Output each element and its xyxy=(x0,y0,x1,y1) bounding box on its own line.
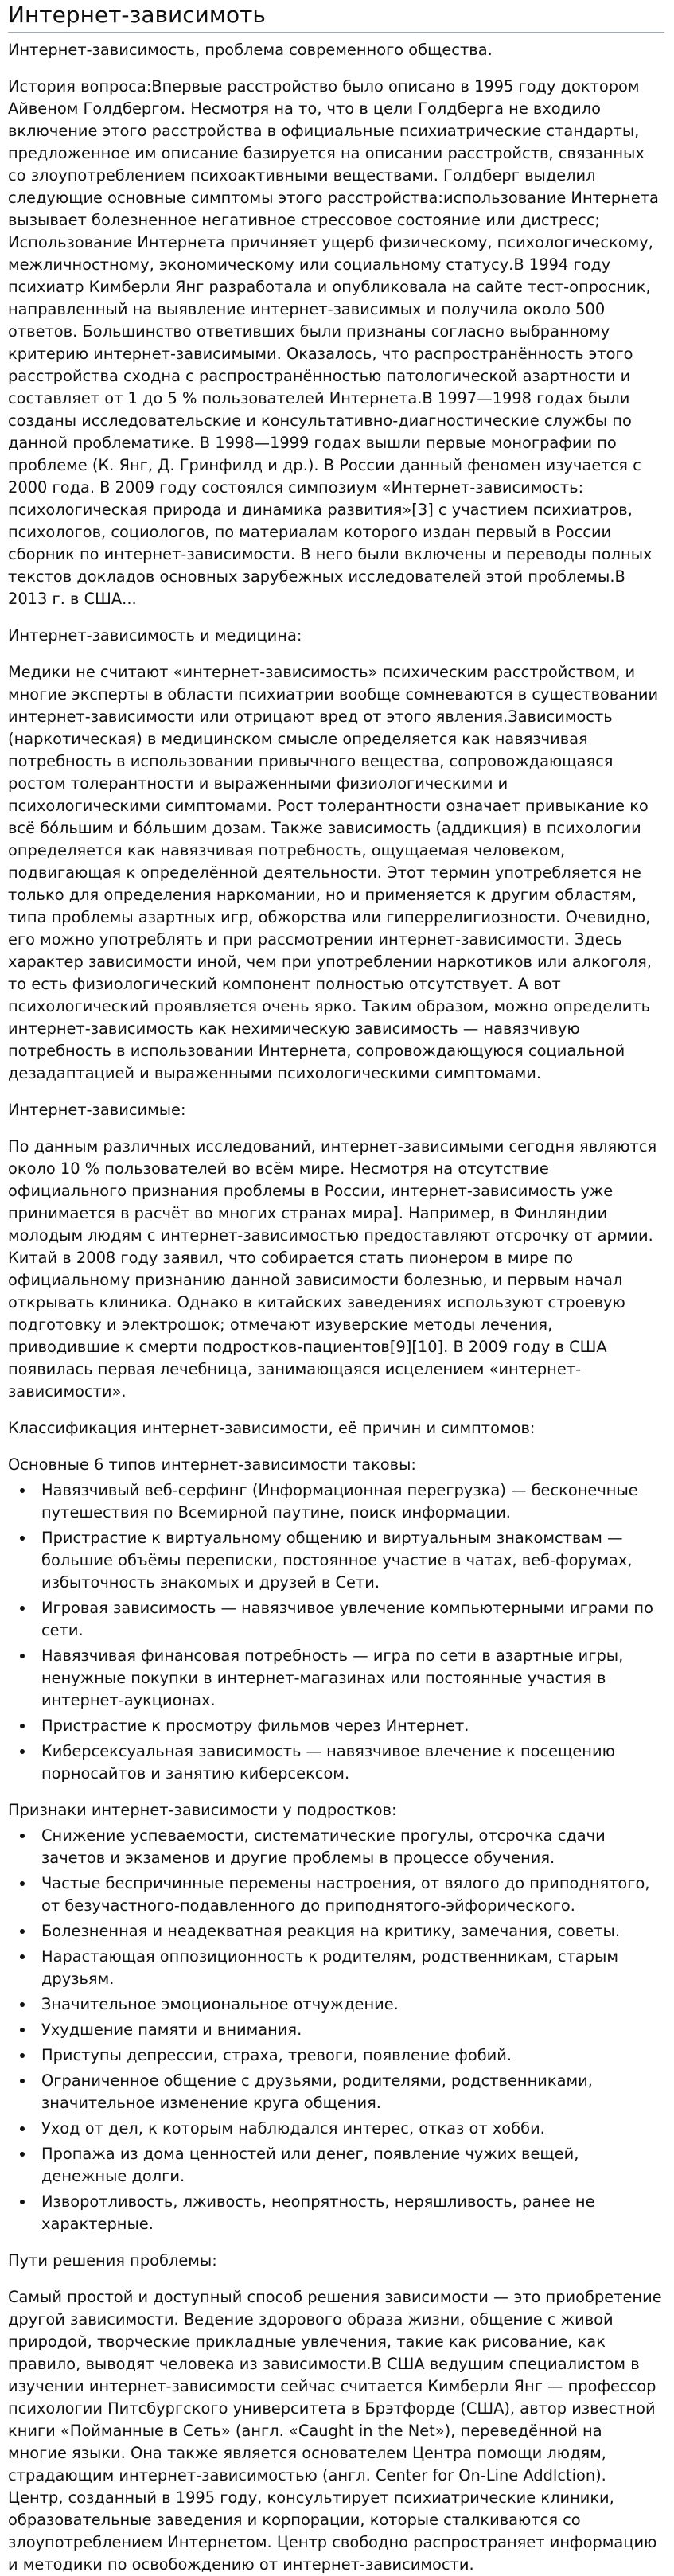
medicine-heading: Интернет-зависимость и медицина: xyxy=(8,626,302,645)
list-item: • Нарастающая оппозиционность к родителям, родственникам, старым друзьям. xyxy=(35,1946,664,1990)
list-item: • Навязчивый веб-серфинг (Информационная перегрузка) — бесконечные путешествия по Всемирной паутине, поиск информации. xyxy=(35,1479,664,1524)
solutions-heading: Пути решения проблемы: xyxy=(8,2251,217,2270)
list-item: • Частые беспричинные перемены настроения, от вялого до приподнятого, от безучастного-подавленного до приподнятого-эйфорического. xyxy=(35,1873,664,1917)
solutions-paragraph: Самый простой и доступный способ решения зависимости — это приобретение другой зависимости. Ведение здорового образа жизни, общение с живой природой, творческие прикладные увлечения, такие как рисование, как правило, выводят человека из зависимости.В США ведущим специалистом в изучении интернет-зависимости сейчас считается Кимберли Янг — профессор психологии Питсбургского университета в Брэтфорде (США), автор известной книги «Пойманные в Сеть» (англ. «Caught in the Net»), переведённой на многие языки. Она также является основателем Центра помощи людям, страдающим интернет-зависимостью (англ. Center for On-Line Addlction). Центр, созданный в 1995 году, консультирует психиатрические клиники, образовательные заведения и корпорации, которые сталкиваются со злоупотреблением Интернетом. Центр свободно распространяет информацию и методики по освобождению от интернет-зависимости. xyxy=(8,2288,662,2574)
list-item: • Приступы депрессии, страха, тревоги, появление фобий. xyxy=(35,2044,664,2067)
list-item: • Пристрастие к просмотру фильмов через Интернет. xyxy=(35,1715,664,1737)
list-item: • Болезненная и неадекватная реакция на критику, замечания, советы. xyxy=(35,1920,664,1943)
list-item: • Значительное эмоциональное отчуждение. xyxy=(35,1993,664,2016)
list-item: • Пристрастие к виртуальному общению и виртуальным знакомствам — большие объёмы переписки, постоянное участие в чатах, веб-форумах, избыточность знакомых и друзей в Сети. xyxy=(35,1527,664,1594)
medicine-paragraph: Медики не считают «интернет-зависимость» психическим расстройством, и многие эксперты в области психиатрии вообще сомневаются в существовании интернет-зависимости или отрицают вред от этого явления.Зависимость (наркотическая) в медицинском смысле определяется как навязчивая потребность в использовании привычного вещества, сопровождающаяся ростом толерантности и выраженными физиологическими и психологическими симптомами. Рост толерантности означает привыкание ко всё бо́льшим и бо́льшим дозам. Также зависимость (аддикция) в психологии определяется как навязчивая потребность, ощущаемая человеком, подвигающая к определённой деятельности. Этот термин употребляется не только для определения наркомании, но и применяется к другим областям, типа проблемы азартных игр, обжорства или гиперрелигиозности. Очевидно, его можно употреблять и при рассмотрении интернет-зависимости. Здесь характер зависимости иной, чем при употреблении наркотиков или алкоголя, то есть физиологический компонент полностью отсутствует. А вот психологический проявляется очень ярко. Таким образом, можно определить интернет-зависимость как нехимическую зависимость — навязчивую потребность в использовании Интернета, сопровождающуюся социальной дезадаптацией и выраженными психологическими симптомами. xyxy=(8,663,659,1082)
list-item: • Игровая зависимость — навязчивое увлечение компьютерными играми по сети. xyxy=(35,1597,664,1642)
signs-list xyxy=(8,1825,664,2235)
history-paragraph: История вопроса:Впервые расстройство было описано в 1995 году доктором Айвеном Голдбергом. Несмотря на то, что в цели Голдберга не входило включение этого расстройства в официальные психиатрические стандарты, предложенное им описание базируется на описании расстройств, связанных со злоупотреблением психоактивными веществами. Голдберг выделил следующие основные симптомы этого расстройства:использование Интернета вызывает болезненное негативное стрессовое состояние или дистресс; Использование Интернета причиняет ущерб физическому, психологическому, межличностному, экономическому или социальному статусу.В 1994 году психиатр Кимберли Янг разработала и опубликовала на сайте тест-опросник, направленный на выявление интернет-зависимых и получила около 500 ответов. Большинство ответивших были признаны согласно выбранному критерию интернет-зависимыми. Оказалось, что распространённость этого расстройства сходна с распространённостью патологической азартности и составляет от 1 до 5 % пользователей Интернета.В 1997—1998 годах были созданы исследовательские и консультативно-диагностические службы по данной проблематике. В 1998—1999 годах вышли первые монографии по проблеме (К. Янг, Д. Гринфилд и др.). В России данный феномен изучается с 2000 года. В 2009 году состоялся симпозиум «Интернет-зависимость: психологическая природа и динамика развития»[3] с участием психиатров, психологов, социологов, по материалам которого издан первый в России сборник по интернет-зависимости. В него были включены и переводы полных текстов докладов основных зарубежных исследователей этой проблемы.В 2013 г. в США... xyxy=(8,77,659,608)
addicts-heading: Интернет-зависимые: xyxy=(8,1101,186,1119)
list-item: • Ухудшение памяти и внимания. xyxy=(35,2019,664,2041)
signs-heading: Признаки интернет-зависимости у подростков: xyxy=(8,1801,397,1819)
list-item: • Снижение успеваемости, систематические прогулы, отсрочка сдачи зачетов и экзаменов и другие проблемы в процессе обучения. xyxy=(35,1825,664,1869)
subtitle: Интернет-зависимость, проблема современного общества. xyxy=(8,41,493,59)
list-item: • Уход от дел, к которым наблюдался интерес, отказ от хобби. xyxy=(35,2118,664,2140)
classification-heading: Классификация интернет-зависимости, её причин и симптомов: xyxy=(8,1419,536,1437)
list-item: • Изворотливость, лживость, неопрятность, неряшливость, ранее не характерные. xyxy=(35,2191,664,2235)
addicts-paragraph: По данным различных исследований, интернет-зависимыми сегодня являются около 10 % пользователей во всём мире. Несмотря на отсутствие официального признания проблемы в России, интернет-зависимость уже принимается в расчёт во многих странах мира]. Например, в Финляндии молодым людям с интернет-зависимостью предоставляют отсрочку от армии. Китай в 2008 году заявил, что собирается стать пионером в мире по официальному признанию данной зависимости болезнью, и первым начал открывать клиника. Однако в китайских заведениях используют строевую подготовку и электрошок; отмечают изуверские методы лечения, приводившие к смерти подростков-пациентов[9][10]. В 2009 году в США появилась первая лечебница, занимающаяся исцелением «интернет-зависимости». xyxy=(8,1137,657,1401)
list-item: • Киберсексуальная зависимость — навязчивое влечение к посещению порносайтов и занятию киберсексом. xyxy=(35,1740,664,1785)
page-title: Интернет-зависимоть xyxy=(8,2,664,33)
types-list xyxy=(8,1479,664,1785)
types-heading: Основные 6 типов интернет-зависимости таковы: xyxy=(8,1456,416,1474)
list-item: • Ограниченное общение с друзьями, родителями, родственниками, значительное изменение круга общения. xyxy=(35,2070,664,2114)
list-item: • Навязчивая финансовая потребность — игра по сети в азартные игры, ненужные покупки в интернет-магазинах или постоянные участия в интернет-аукционах. xyxy=(35,1645,664,1712)
article xyxy=(0,2,674,2576)
list-item: • Пропажа из дома ценностей или денег, появление чужих вещей, денежные долги. xyxy=(35,2143,664,2188)
